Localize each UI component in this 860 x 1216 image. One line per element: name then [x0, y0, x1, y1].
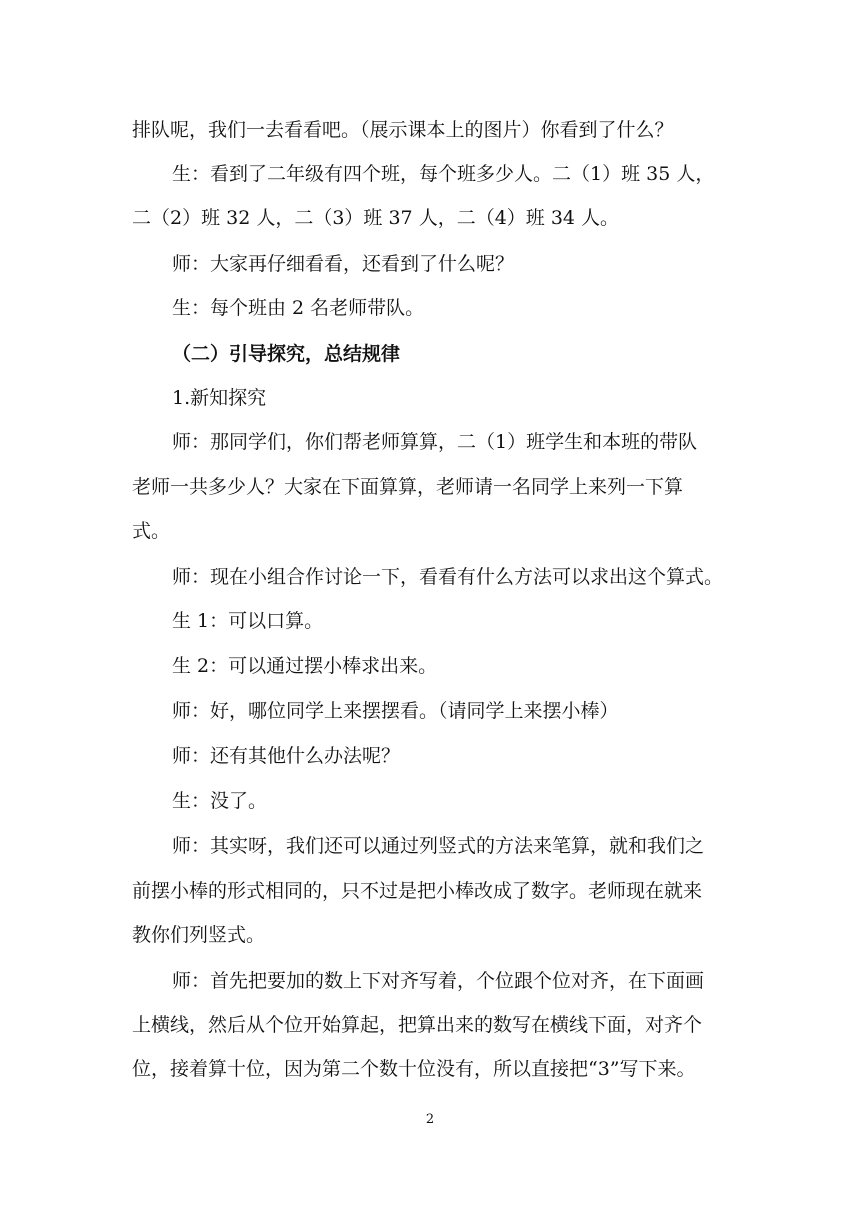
page-number: 2	[425, 1112, 435, 1127]
text-line: 生 1：可以口算。	[172, 610, 324, 632]
text-line: 上横线，然后从个位开始算起，把算出来的数写在横线下面，对齐个	[132, 1014, 703, 1036]
text-line: 生 2：可以通过摆小棒求出来。	[172, 655, 438, 677]
text-line: 师：现在小组合作讨论一下，看看有什么方法可以求出这个算式。	[172, 566, 724, 588]
text-line: 教你们列竖式。	[132, 924, 266, 946]
text-line: 位，接着算十位，因为第二个数十位没有，所以直接把“3”写下来。	[132, 1058, 696, 1080]
text-line: 生：每个班由 2 名老师带队。	[172, 297, 425, 319]
text-line: 师：大家再仔细看看，还看到了什么呢？	[172, 253, 515, 275]
text-line: 师：还有其他什么办法呢？	[172, 745, 401, 767]
section-heading: （二）引导探究，总结规律	[172, 343, 401, 365]
text-line: 生：看到了二年级有四个班，每个班多少人。二（1）班 35 人，	[172, 163, 715, 185]
text-line: 排队呢，我们一去看看吧。（展示课本上的图片）你看到了什么？	[132, 119, 674, 141]
text-line: 前摆小棒的形式相同的，只不过是把小棒改成了数字。老师现在就来	[132, 880, 703, 902]
text-line: 生：没了。	[172, 790, 268, 812]
text-line: 师：其实呀，我们还可以通过列竖式的方法来笔算，就和我们之	[172, 835, 705, 857]
subsection-heading: 1.新知探究	[172, 387, 267, 409]
text-line: 师：那同学们，你们帮老师算算，二（1）班学生和本班的带队	[172, 431, 698, 453]
text-line: 式。	[132, 520, 171, 542]
text-line: 二（2）班 32 人，二（3）班 37 人，二（4）班 34 人。	[132, 207, 620, 229]
text-line: 老师一共多少人？大家在下面算算，老师请一名同学上来列一下算	[132, 476, 684, 498]
text-line: 师：好，哪位同学上来摆摆看。（请同学上来摆小棒）	[172, 700, 619, 722]
text-line: 师：首先把要加的数上下对齐写着，个位跟个位对齐，在下面画	[172, 970, 705, 992]
